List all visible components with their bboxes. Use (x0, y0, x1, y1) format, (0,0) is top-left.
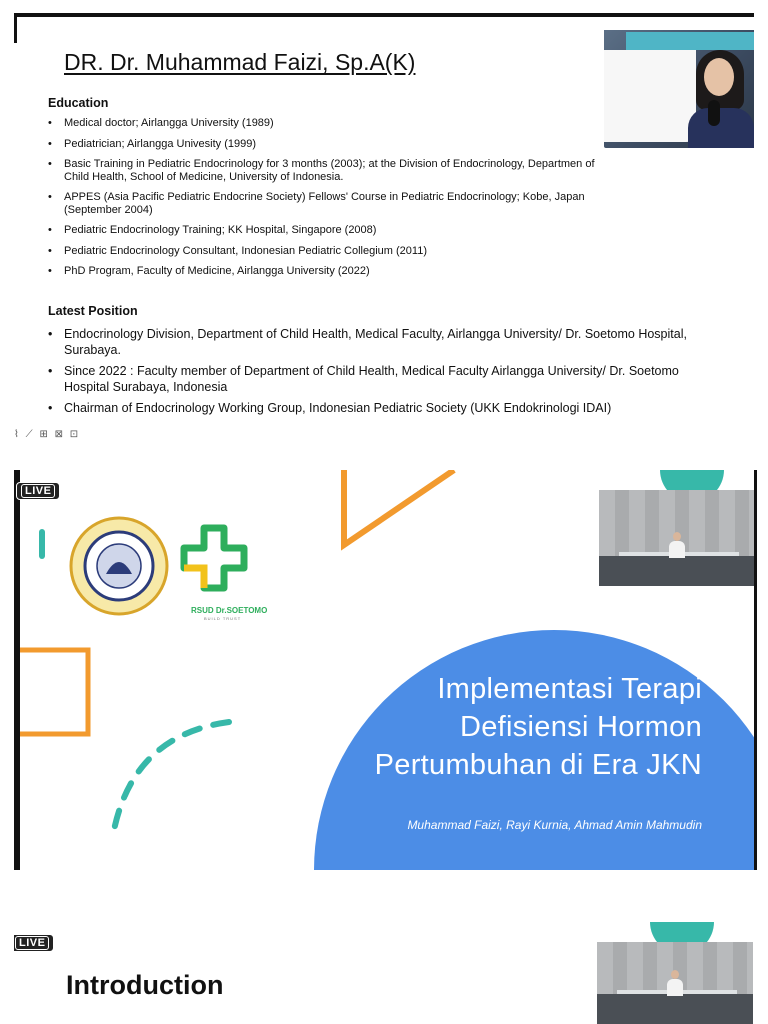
presenter-body (688, 108, 754, 148)
introduction-heading: Introduction (66, 970, 224, 1000)
video-banner (626, 32, 754, 50)
education-item: • Pediatric Endocrinology Training; KK Hospital, Singapore (2008) (48, 224, 604, 237)
presenter-figure (667, 970, 683, 996)
live-badge: LIVE (16, 482, 60, 500)
education-list (48, 117, 604, 286)
title-line: Pertumbuhan di Era JKN (374, 749, 702, 781)
presenter-face (704, 58, 734, 96)
hospital-name: RSUD Dr.SOETOMO (191, 606, 268, 615)
microphone-icon (708, 100, 720, 126)
education-item: • Medical doctor; Airlangga University (1989) (48, 117, 604, 130)
education-item: • Pediatrician; Airlangga Univesity (1999) (48, 138, 604, 151)
introduction-slide-panel (14, 922, 754, 1024)
education-heading: Education (48, 96, 109, 110)
slide-edge (14, 17, 17, 43)
slide-edge (14, 470, 20, 870)
video-table (597, 994, 753, 1024)
hospital-logo (184, 528, 244, 588)
hospital-tagline: BUILD TRUST (204, 616, 242, 621)
annotation-toolbar-icons[interactable]: ⌇ ⟋ ⊞ ⊠ ⊡ (14, 429, 81, 440)
title-line: Defisiensi Hormon (459, 711, 702, 743)
education-item: • APPES (Asia Pacific Pediatric Endocrine Society) Fellows' Course in Pediatric Endocrinology; Kobe, Japan (September 2004) (48, 191, 604, 216)
university-seal-logo (71, 518, 167, 614)
presenter-figure (669, 532, 685, 558)
education-item: • Basic Training in Pediatric Endocrinology for 3 months (2003); at the Division of Endocrinology, Departmen of Child Health, School of Medicine, University of Indonesia. (48, 158, 604, 183)
presentation-title (375, 670, 702, 784)
room-video-thumbnail[interactable] (597, 942, 753, 1024)
title-slide-panel (14, 470, 757, 870)
position-item: • Endocrinology Division, Department of Child Health, Medical Faculty, Airlangga University/ Dr. Soetomo Hospital, Surabaya. (48, 327, 724, 358)
title-line: Implementasi Terapi (437, 673, 702, 705)
video-table (599, 556, 755, 586)
room-video-thumbnail[interactable] (599, 490, 755, 586)
position-item: • Chairman of Endocrinology Working Group, Indonesian Pediatric Society (UKK Endokrinologi IDAI) (48, 401, 724, 417)
education-item: • Pediatric Endocrinology Consultant, Indonesian Pediatric Collegium (2011) (48, 245, 604, 258)
latest-position-heading: Latest Position (48, 304, 138, 318)
live-badge: LIVE (14, 934, 54, 952)
speaker-name-title: DR. Dr. Muhammad Faizi, Sp.A(K) (64, 49, 416, 75)
cv-slide-panel (14, 13, 754, 440)
position-list (48, 327, 724, 423)
teal-dashed-arc-shape (114, 722, 229, 830)
orange-triangle-shape (344, 470, 454, 545)
education-item: • PhD Program, Faculty of Medicine, Airlangga University (2022) (48, 265, 604, 278)
presenter-video-thumbnail[interactable] (604, 30, 754, 148)
authors-line: Muhammad Faizi, Rayi Kurnia, Ahmad Amin Mahmudin (407, 818, 702, 832)
orange-square-shape (14, 650, 88, 734)
video-background (604, 50, 696, 142)
position-item: • Since 2022 : Faculty member of Department of Child Health, Medical Faculty Airlangga University/ Dr. Soetomo Hospital Surabaya, Indonesia (48, 364, 724, 395)
